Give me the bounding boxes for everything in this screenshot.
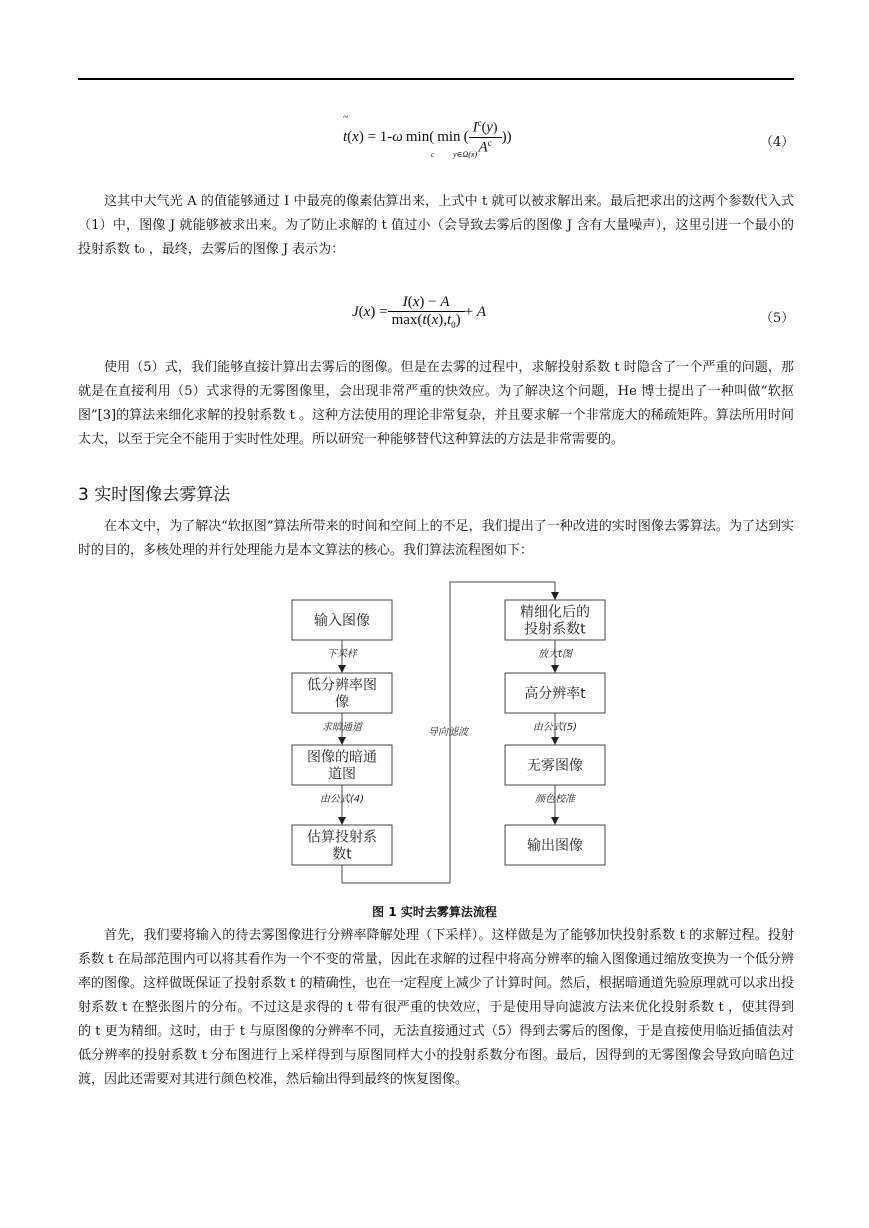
right-box-3-label: 无雾图像 (527, 758, 583, 774)
paragraph-4: 首先，我们要将输入的待去雾图像进行分辨率降解处理（下采样）。这样做是为了能够加快投射系数 t 的求解过程。投射系数 t 在局部范围内可以将其看作为一个不变的常量，因此在求解的过程中将高分辨率的输入图像通过缩放变换为一个低分辨率的图像。这样做既保证了投射系数 t 的精确性，也在一定程度上减少了计算时间。然后，根据暗通道先验原理就可以求出投射系数 t 在整张图片的分布。不过这是求得的 t 带有很严重的快效应，于是使用导向滤波方法来优化投射系数 t ，使其得到的 t 更为精细。这时，由于 t 与原图像的分辨率不同，无法直接通过式（5）得到去雾后的图像，于是直接使用临近插值法对低分辨率的投射系数 t 分布图进行上采样得到与原图同样大小的投射系数分布图。最后，因得到的无雾图像会导致向暗色过渡，因此还需要对其进行颜色校准，然后输出得到最终的恢复图像。 (78, 928, 794, 1087)
right-edge-label-3: 颜色校准 (535, 794, 575, 805)
left-box-3-label: 图像的暗通 (307, 749, 377, 766)
right-box-1-label: 精细化后的 (520, 604, 590, 621)
equation-5-number: （5） (760, 311, 795, 326)
left-box-1-label: 输入图像 (314, 613, 370, 629)
paragraph-2: 使用（5）式，我们能够直接计算出去雾后的图像。但是在去雾的过程中，求解投射系数 t 时隐含了一个严重的问题，那就是在直接利用（5）式求得的无雾图像里，会出现非常严重的快效应。为了解决这个问题，He 博士提出了一种叫做“软抠图”[3]的算法来细化求解的投射系数 t 。这种方法使用的理论非常复杂，并且要求解一个非常庞大的稀疏矩阵。算法所用时间太大，以至于完全不能用于实时性处理。所以研究一种能够替代这种算法的方法是非常需要的。 (78, 360, 794, 447)
left-box-2-label: 像 (335, 694, 349, 711)
left-box-4-label: 估算投射系 (307, 829, 377, 846)
equation-5: J(x) = $\frac{I(x) - A}{\max(t(x),t_0)}$ + A (352, 294, 487, 330)
left-box-2-label: 低分辨率图 (307, 677, 377, 694)
flowchart (0, 575, 869, 905)
right-edge-label-1: 放大t图 (538, 649, 572, 660)
right-box-1-label: 投射系数t (524, 621, 586, 638)
equation-4-number: （4） (760, 135, 795, 150)
middle-edge-label: 导向滤波 (428, 727, 468, 738)
right-edge-label-2: 由公式(5) (532, 722, 578, 733)
left-box-3-label: 道图 (328, 766, 356, 783)
right-box-1 (505, 600, 605, 640)
section-heading: 3 实时图像去雾算法 (78, 485, 231, 505)
paragraph-1: 这其中大气光 A 的值能够通过 I 中最亮的像素估算出来，上式中 t 就可以被求解出来。最后把求出的这两个参数代入式（1）中，图像 J 就能够被求出来。为了防止求解的 t 值过小（会导致去雾后的图像 J 含有大量噪声），这里引进一个最小的投射系数 t₀ ，最终，去雾后的图像 J 表示为： (78, 194, 794, 257)
figure-caption: 图 1 实时去雾算法流程 (372, 905, 497, 919)
right-box-4 (505, 825, 605, 865)
left-box-4 (292, 825, 392, 865)
right-box-4-label: 输出图像 (527, 838, 583, 854)
header-rule (78, 78, 794, 80)
left-box-4-label: 数t (332, 846, 352, 863)
left-edge-label-1: 下采样 (327, 649, 357, 660)
right-box-2 (505, 673, 605, 713)
left-box-1 (292, 600, 392, 640)
paragraph-3: 在本文中，为了解决“软抠图”算法所带来的时间和空间上的不足，我们提出了一种改进的实时图像去雾算法。为了达到实时的目的，多核处理的并行处理能力是本文算法的核心。我们算法流程图如下： (78, 519, 794, 558)
left-box-2 (292, 673, 392, 713)
right-box-3 (505, 745, 605, 785)
left-box-3 (292, 745, 392, 785)
right-box-2-label: 高分辨率t (524, 686, 586, 702)
equation-4: t(x) = 1-ω min( min ( $\frac{I^c(y)}{A^c}$ )) ~ c y∈Ω(x) (343, 112, 512, 159)
left-edge-label-3: 由公式(4) (319, 794, 365, 805)
left-edge-label-2: 求暗通道 (322, 722, 362, 733)
